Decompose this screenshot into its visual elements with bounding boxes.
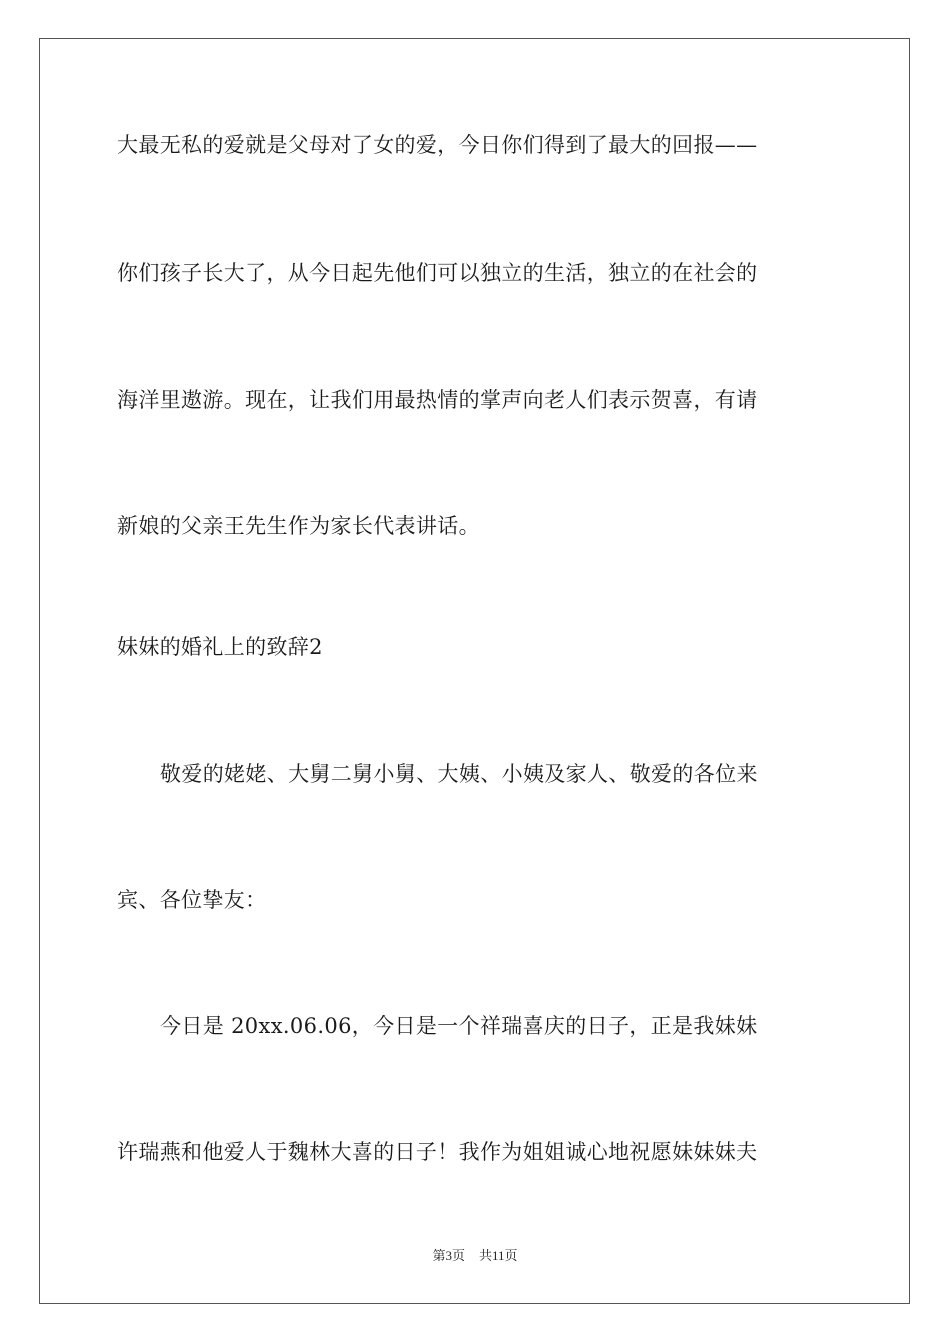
page-number: 第3页 (432, 1248, 465, 1263)
body-text-line: 你们孩子长大了，从今日起先他们可以独立的生活，独立的在社会的 (117, 261, 758, 285)
page-total: 共11页 (478, 1248, 518, 1263)
body-text-line: 敬爱的姥姥、大舅二舅小舅、大姨、小姨及家人、敬爱的各位来 (160, 762, 758, 786)
page-footer (0, 1247, 950, 1265)
body-text-line: 宾、各位挚友： (117, 888, 267, 912)
section-heading: 妹妹的婚礼上的致辞2 (117, 635, 323, 659)
body-text-line: 大最无私的爱就是父母对了女的爱，今日你们得到了最大的回报—— (117, 133, 758, 157)
page-border (39, 38, 910, 1304)
body-text-line: 海洋里遨游。现在，让我们用最热情的掌声向老人们表示贺喜，有请 (117, 388, 758, 412)
body-text-line: 新娘的父亲王先生作为家长代表讲话。 (117, 514, 480, 538)
body-text-line: 今日是 20xx.06.06，今日是一个祥瑞喜庆的日子，正是我妹妹 (160, 1014, 758, 1038)
body-text-line: 许瑞燕和他爱人于魏林大喜的日子！我作为姐姐诚心地祝愿妹妹妹夫 (117, 1140, 758, 1164)
